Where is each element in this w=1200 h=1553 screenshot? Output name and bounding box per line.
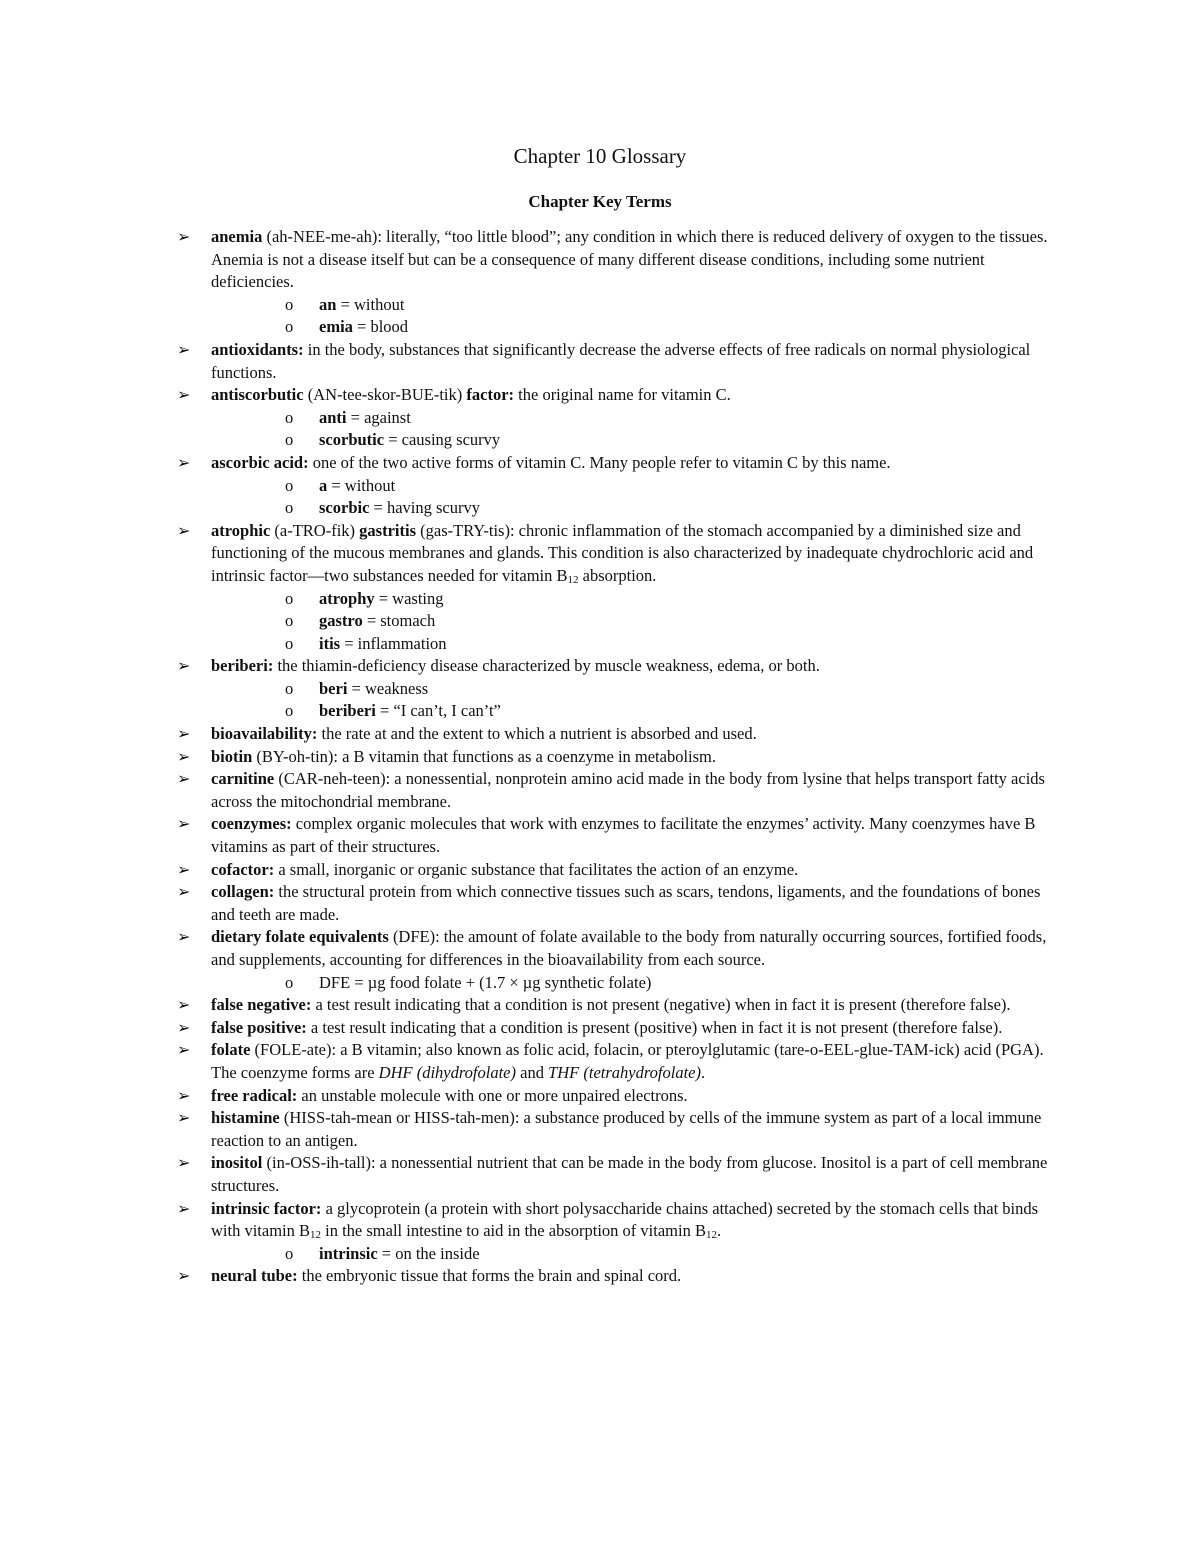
arrow-bullet-icon: ➢ [177,724,191,744]
glossary-entry [174,746,1059,769]
etymology-item [211,475,1059,498]
term-label: antiscorbutic [211,385,304,405]
glossary-entry [174,813,1059,858]
glossary-entry [174,384,1059,452]
definition-text: = weakness [347,678,429,698]
definition-text: DHF (dihydrofolate) [378,1062,516,1082]
term-label: scorbic [319,498,370,518]
glossary-entry [174,1265,1059,1288]
arrow-bullet-icon: ➢ [177,995,191,1015]
definition-text: the structural protein from which connective tissues such as scars, tendons, ligaments, and the foundations of bones and teeth are made. [211,882,1041,924]
term-label: beriberi [319,701,376,721]
definition-text: an unstable molecule with one or more unpaired electrons. [297,1085,688,1105]
term-label: inositol [211,1153,263,1173]
definition-text: = wasting [374,588,444,608]
term-label: false positive: [211,1017,307,1037]
subscript-text: 12 [567,573,579,586]
term-label: a [319,475,328,495]
entry-text [211,1108,1041,1150]
subscript-text: 12 [310,1229,321,1242]
circle-bullet-icon: o [285,407,294,427]
definition-text: the thiamin-deficiency disease characterized by muscle weakness, edema, or both. [273,656,820,676]
definition-text: in the small intestine to aid in the absorption of vitamin B [321,1221,706,1241]
circle-bullet-icon: o [285,701,294,721]
glossary-entry [174,1198,1059,1266]
term-label: histamine [211,1108,280,1128]
arrow-bullet-icon: ➢ [177,339,191,359]
page-title: Chapter 10 Glossary [513,144,687,168]
definition-text: = without [327,475,396,495]
definition-text: (CAR-neh-teen): a nonessential, nonprotein amino acid made in the body from lysine that helps transport fatty acids across the mitochondrial membrane. [211,769,1045,811]
glossary-entry [174,452,1059,520]
entry-text [211,1086,688,1105]
arrow-bullet-icon: ➢ [177,927,191,947]
definition-text: = “I can’t, I can’t” [375,701,501,721]
etymology-item [211,588,1059,611]
etymology-list [211,1243,1059,1266]
entry-text [211,1199,1038,1241]
circle-bullet-icon: o [285,1243,294,1263]
entry-text [211,860,798,879]
section-heading: Chapter Key Terms [528,192,672,211]
etymology-item [211,972,1059,995]
definition-text: (FOLE-ate): a B vitamin; also known as folic acid, folacin, or pteroylglutamic (tare-o-EEL-glue-TAM-ick) acid (PGA). The coenzyme forms are [211,1040,1044,1082]
entry-text [211,769,1045,811]
etymology-list [211,407,1059,452]
definition-text: a test result indicating that a condition is not present (negative) when in fact it is present (therefore false). [311,995,1011,1015]
definition-text: a small, inorganic or organic substance that facilitates the action of an enzyme. [274,859,799,879]
definition-text: DFE = µg food folate + (1.7 × µg synthetic folate) [319,972,652,992]
arrow-bullet-icon: ➢ [177,769,191,789]
definition-text: = stomach [362,611,436,631]
definition-text: one of the two active forms of vitamin C. Many people refer to vitamin C by this name. [308,452,891,472]
definition-text: THF (tetrahydrofolate) [548,1062,701,1082]
glossary-entry [174,859,1059,882]
circle-bullet-icon: o [285,588,294,608]
etymology-item [211,700,1059,723]
etymology-item [211,1243,1059,1266]
entry-text [211,656,820,675]
definition-text: (BY-oh-tin): a B vitamin that functions as a coenzyme in metabolism. [252,746,717,766]
arrow-bullet-icon: ➢ [177,1017,191,1037]
term-label: anemia [211,227,263,246]
term-label: folate [211,1040,251,1060]
entry-text [211,340,1030,382]
glossary-entry [174,926,1059,994]
glossary-entry [174,1039,1059,1084]
definition-text: = having scurvy [369,498,480,518]
entry-text [211,521,1033,585]
term-label: beri [319,678,348,698]
definition-text: (in-OSS-ih-tall): a nonessential nutrient that can be made in the body from glucose. Inositol is a part of cell membrane structures. [211,1153,1048,1195]
definition-text: = without [336,294,405,314]
etymology-list [211,588,1059,656]
term-label: scorbutic [319,430,385,450]
arrow-bullet-icon: ➢ [177,452,191,472]
term-label: false negative: [211,995,312,1015]
glossary-entry [174,655,1059,723]
circle-bullet-icon: o [285,475,294,495]
term-label: ascorbic acid: [211,452,309,472]
etymology-item [211,429,1059,452]
term-label: anti [319,407,347,427]
etymology-list [211,475,1059,520]
glossary-entry [174,723,1059,746]
definition-text: = on the inside [377,1243,480,1263]
term-label: intrinsic [319,1243,378,1263]
glossary-entry [174,226,1059,339]
term-label: intrinsic factor: [211,1198,322,1218]
definition-text: = inflammation [340,633,447,653]
entry-text [211,995,1011,1014]
entry-text [211,747,716,766]
circle-bullet-icon: o [285,633,294,653]
glossary-entry [174,994,1059,1017]
term-label: neural tube: [211,1266,298,1286]
etymology-item [211,294,1059,317]
glossary-entry [174,520,1059,656]
glossary-entry [174,1017,1059,1040]
term-label: atrophy [319,588,375,608]
term-label: gastro [319,611,363,631]
definition-text: . [716,1221,722,1241]
circle-bullet-icon: o [285,430,294,450]
term-label: antioxidants: [211,339,304,359]
definition-text: the rate at and the extent to which a nutrient is absorbed and used. [317,724,757,744]
etymology-item [211,407,1059,430]
term-label: gastritis [359,520,416,540]
circle-bullet-icon: o [285,317,294,337]
entry-text [211,227,1048,291]
arrow-bullet-icon: ➢ [177,1108,191,1128]
definition-text: (a-TRO-fik) [270,520,360,540]
entry-text [211,385,731,404]
definition-text: complex organic molecules that work with enzymes to facilitate the enzymes’ activity. Many coenzymes have B vitamins as part of their structures. [211,814,1036,857]
glossary-entry [174,1107,1059,1152]
term-label: coenzymes: [211,814,292,834]
term-label: an [319,294,337,314]
term-label: biotin [211,746,253,766]
etymology-item [211,610,1059,633]
entry-text [211,1018,1002,1037]
arrow-bullet-icon: ➢ [177,227,191,246]
term-label: emia [319,317,353,337]
etymology-list [211,294,1059,339]
entry-text [211,814,1035,856]
arrow-bullet-icon: ➢ [177,385,191,405]
definition-text: and [516,1062,549,1082]
entry-text [211,724,757,743]
entry-text [211,927,1046,969]
circle-bullet-icon: o [285,294,294,314]
term-label: dietary folate equivalents [211,927,389,947]
glossary-list [174,226,1059,1288]
subscript-text: 12 [705,1229,717,1242]
glossary-entry [174,1152,1059,1197]
term-label: collagen: [211,882,275,902]
entry-text [211,453,891,472]
entry-text [211,1153,1047,1195]
circle-bullet-icon: o [285,498,294,518]
definition-text: . [701,1062,706,1082]
term-label: cofactor: [211,859,275,879]
definition-text: (AN-tee-skor-BUE-tik) [303,385,467,405]
arrow-bullet-icon: ➢ [177,1040,191,1060]
arrow-bullet-icon: ➢ [177,656,191,676]
arrow-bullet-icon: ➢ [177,520,191,540]
arrow-bullet-icon: ➢ [177,1085,191,1105]
arrow-bullet-icon: ➢ [177,1198,191,1218]
term-label: free radical: [211,1085,298,1105]
definition-text: = against [346,407,411,427]
definition-text: = blood [352,317,409,337]
definition-text: the embryonic tissue that forms the brain and spinal cord. [297,1266,682,1286]
definition-text: (gas-TRY-tis): chronic inflammation of the stomach accompanied by a diminished size and functioning of the mucous membranes and glands. This condition is also characterized by inadequate chydrochloric acid and intrinsic factor—two substances needed for vitamin B [211,520,1034,585]
definition-text: absorption. [578,565,657,585]
definition-text: the original name for vitamin C. [514,385,731,405]
entry-text [211,1040,1044,1082]
entry-text [211,1266,681,1285]
definition-text: (HISS-tah-mean or HISS-tah-men): a substance produced by cells of the immune system as part of a local immune reaction to an antigen. [211,1108,1042,1150]
etymology-item [211,316,1059,339]
definition-text: = causing scurvy [384,430,501,450]
etymology-item [211,497,1059,520]
definition-text: a test result indicating that a condition is present (positive) when in fact it is not present (therefore false). [306,1017,1003,1037]
term-label: atrophic [211,520,271,540]
entry-text [211,882,1040,924]
glossary-entry [174,339,1059,384]
glossary-entry [174,1085,1059,1108]
glossary-entry [174,881,1059,926]
circle-bullet-icon: o [285,972,294,992]
arrow-bullet-icon: ➢ [177,859,191,879]
etymology-list [211,678,1059,723]
etymology-list [211,972,1059,995]
circle-bullet-icon: o [285,678,294,698]
arrow-bullet-icon: ➢ [177,1266,191,1286]
arrow-bullet-icon: ➢ [177,814,191,834]
definition-text: (DFE): the amount of folate available to the body from naturally occurring sources, fortified foods, and supplements, accounting for differences in the bioavailability from each source. [211,927,1047,969]
etymology-item [211,678,1059,701]
definition-text: a glycoprotein (a protein with short polysaccharide chains attached) secreted by the stomach cells that binds with vitamin B [211,1198,1039,1241]
circle-bullet-icon: o [285,611,294,631]
term-label: bioavailability: [211,724,318,744]
definition-text: in the body, substances that significantly decrease the adverse effects of free radicals on normal physiological functions. [211,339,1031,382]
arrow-bullet-icon: ➢ [177,746,191,766]
arrow-bullet-icon: ➢ [177,882,191,902]
etymology-item [211,633,1059,656]
glossary-entry [174,768,1059,813]
term-label: beriberi: [211,656,274,676]
term-label: itis [319,633,341,653]
term-label: carnitine [211,769,275,789]
definition-text: (ah-NEE-me-ah): literally, “too little blood”; any condition in which there is reduced delivery of oxygen to the tissues. Anemia is not a disease itself but can be a consequence of many different disease conditions, including some nutrient deficiencies. [211,227,1048,292]
arrow-bullet-icon: ➢ [177,1153,191,1173]
term-label: factor: [466,385,515,405]
